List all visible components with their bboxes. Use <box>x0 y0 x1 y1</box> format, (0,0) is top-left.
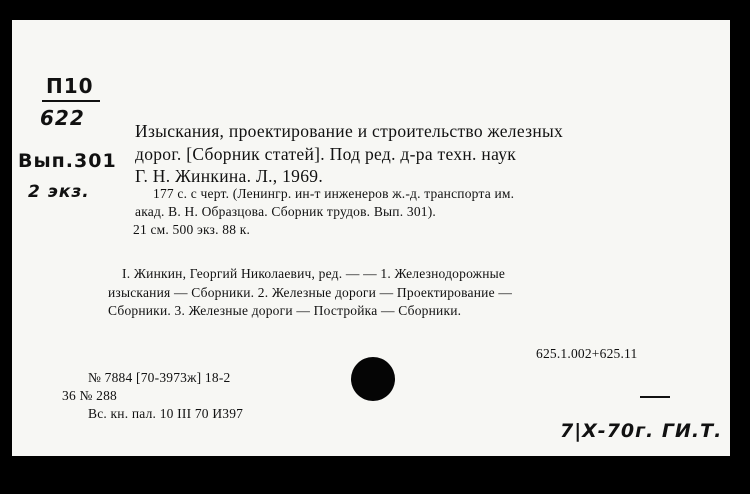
tracings-line-2: изыскания — Сборники. 2. Железные дороги — Проектирование — <box>108 285 513 300</box>
inventory-mark: 7|Х-70г. ГИ.Т. <box>560 420 723 442</box>
notes-line-1: 177 с. с черт. (Ленингр. ин-т инженеров ж.-д. транспорта им. <box>153 186 515 201</box>
punch-hole <box>351 357 395 401</box>
shelf-mark-line1: П10 <box>46 74 94 98</box>
title-line-2: дорог. [Сборник статей]. Под ред. д-ра техн. наук <box>135 144 517 164</box>
card-number: № 7884 [70-3973ж] 18-2 <box>88 370 231 385</box>
tracings-line-1: I. Жинкин, Георгий Николаевич, ред. — — 1. Железнодорожные <box>122 266 506 281</box>
order-number: 36 № 288 <box>62 388 117 403</box>
shelf-mark-underline <box>42 100 100 102</box>
right-edge-mark <box>640 396 670 398</box>
title-line-3: Г. Н. Жинкина. Л., 1969. <box>135 166 324 186</box>
tracings-line-3: Сборники. 3. Железные дороги — Постройка — Сборники. <box>108 303 462 318</box>
printing-info: Вс. кн. пал. 10 III 70 И397 <box>88 406 244 421</box>
volume-mark: Вып.301 <box>18 150 117 172</box>
classification-index: 625.1.002+625.11 <box>536 346 638 361</box>
copies-mark: 2 экз. <box>28 182 90 202</box>
notes-line-3: 21 см. 500 экз. 88 к. <box>133 222 251 237</box>
shelf-mark-line2: 622 <box>40 106 85 130</box>
notes-line-2: акад. В. Н. Образцова. Сборник трудов. Вып. 301). <box>135 204 436 219</box>
title-line-1: Изыскания, проектирование и строительство железных <box>135 121 564 141</box>
